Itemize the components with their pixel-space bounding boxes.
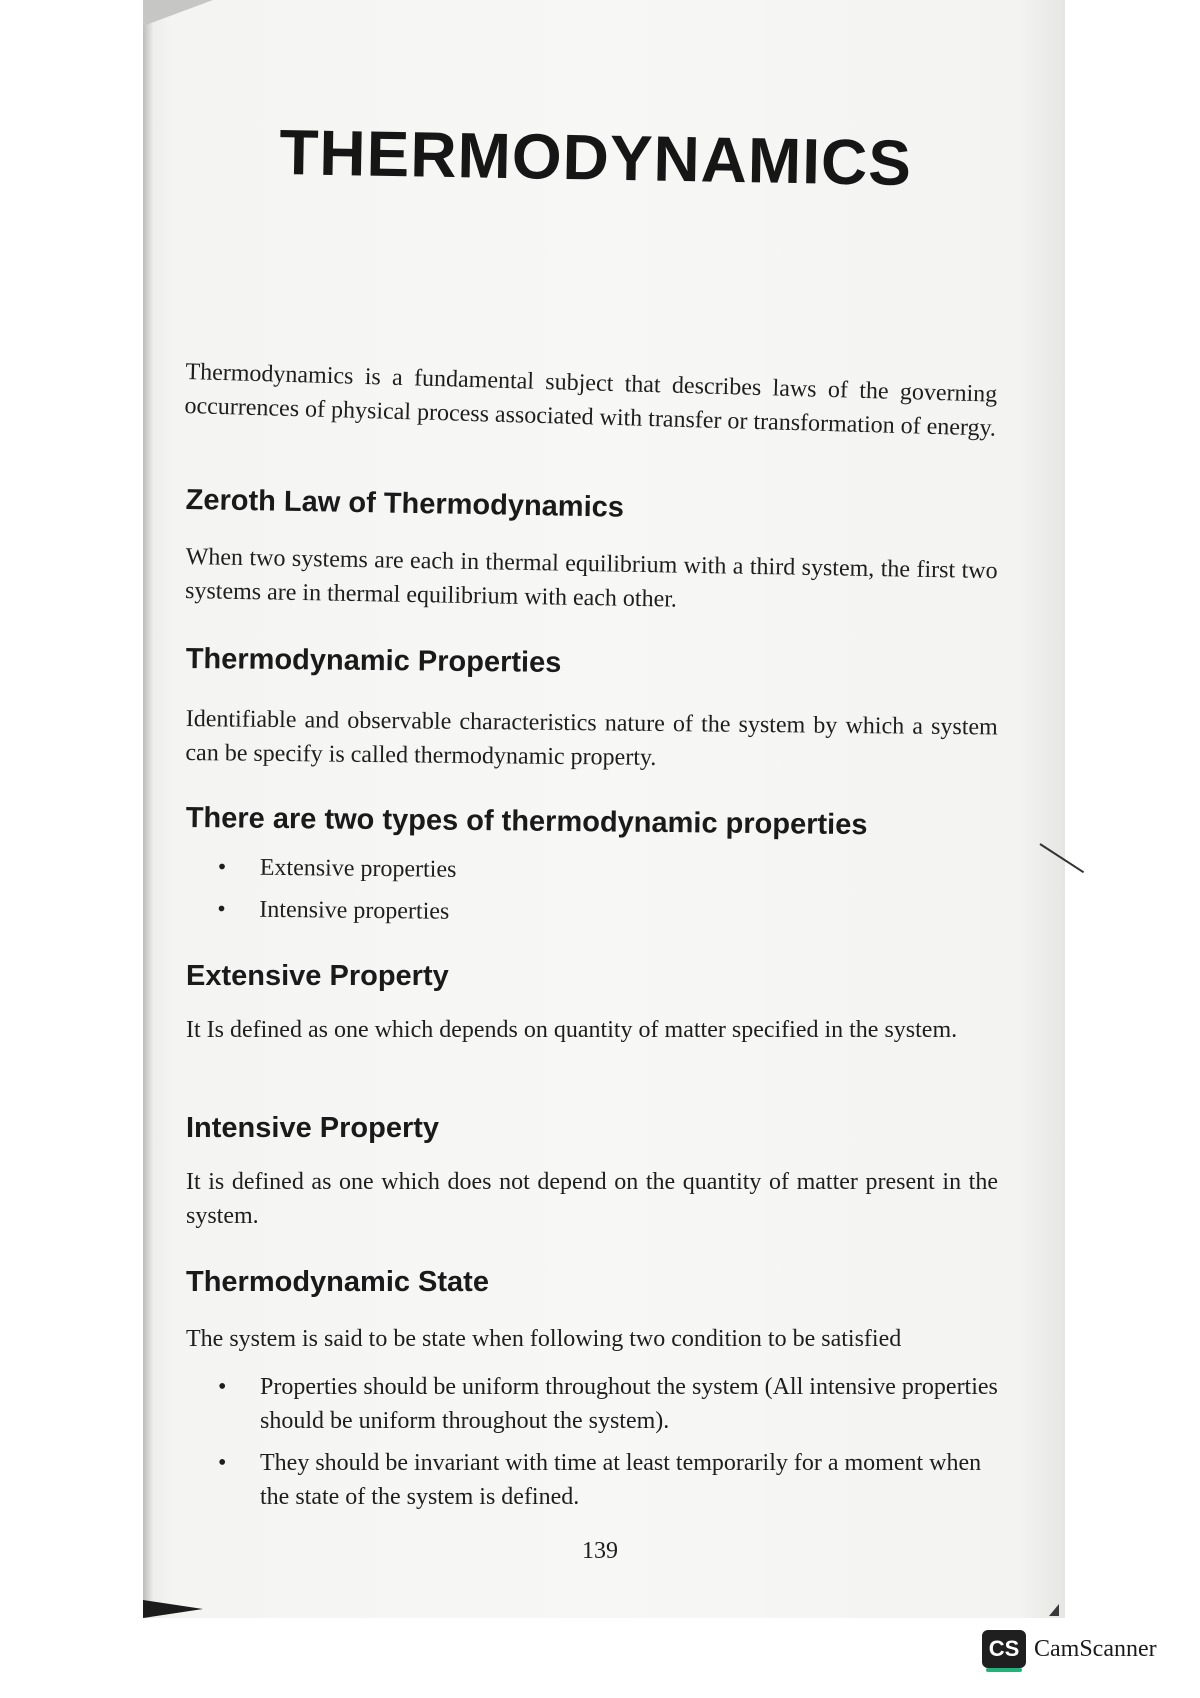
page-number: 139 xyxy=(582,1538,618,1564)
extensive-text: It Is defined as one which depends on quantity of matter specified in the system. xyxy=(186,1017,958,1043)
state-conditions-list xyxy=(186,1370,998,1514)
page-corner-fold xyxy=(143,0,213,26)
camscanner-logo-icon: CS xyxy=(982,1630,1026,1668)
bullet-icon: • xyxy=(217,854,227,881)
intro-paragraph: Thermodynamics is a fundamental subject that describes laws of the governing occurrences of physical process associated with transfer or transformation of energy. xyxy=(184,358,998,442)
properties-text: Identifiable and observable characteristics nature of the system by which a system can be specify is called thermodynamic property. xyxy=(185,705,998,771)
camscanner-watermark xyxy=(982,1628,1157,1670)
list-item-label: Properties should be uniform throughout the system (All intensive properties should be uniform throughout the system). xyxy=(260,1374,998,1434)
list-item-label: They should be invariant with time at least temporarily for a moment when the state of the system is defined. xyxy=(260,1450,982,1510)
list-item xyxy=(186,1446,998,1514)
state-text: The system is said to be state when following two condition to be satisfied xyxy=(186,1326,902,1352)
zeroth-law-text: When two systems are each in thermal equilibrium with a third system, the first two systems are in thermal equilibrium with each other. xyxy=(184,543,998,613)
page-corner-mark xyxy=(1049,1604,1059,1616)
page-title: THERMODYNAMICS xyxy=(278,115,913,200)
camscanner-label: CamScanner xyxy=(1034,1635,1157,1662)
zeroth-law-heading: Zeroth Law of Thermodynamics xyxy=(185,483,625,524)
list-item xyxy=(186,1370,998,1438)
list-item xyxy=(186,850,998,893)
intensive-heading: Intensive Property xyxy=(186,1112,440,1144)
bullet-icon: • xyxy=(218,1450,227,1476)
properties-heading: Thermodynamic Properties xyxy=(185,642,562,679)
page-bottom-edge-mark xyxy=(143,1600,203,1618)
page-edge-shadow xyxy=(143,0,153,1618)
extensive-heading: Extensive Property xyxy=(186,960,449,992)
intensive-text: It is defined as one which does not depend on the quantity of matter present in the system. xyxy=(186,1169,998,1229)
list-item-label: Extensive properties xyxy=(259,854,457,883)
types-list xyxy=(185,850,998,934)
bullet-icon: • xyxy=(217,896,226,923)
bullet-icon: • xyxy=(218,1374,227,1400)
state-heading: Thermodynamic State xyxy=(186,1266,489,1298)
types-heading: There are two types of thermodynamic properties xyxy=(185,801,868,842)
list-item-label: Intensive properties xyxy=(259,896,450,925)
